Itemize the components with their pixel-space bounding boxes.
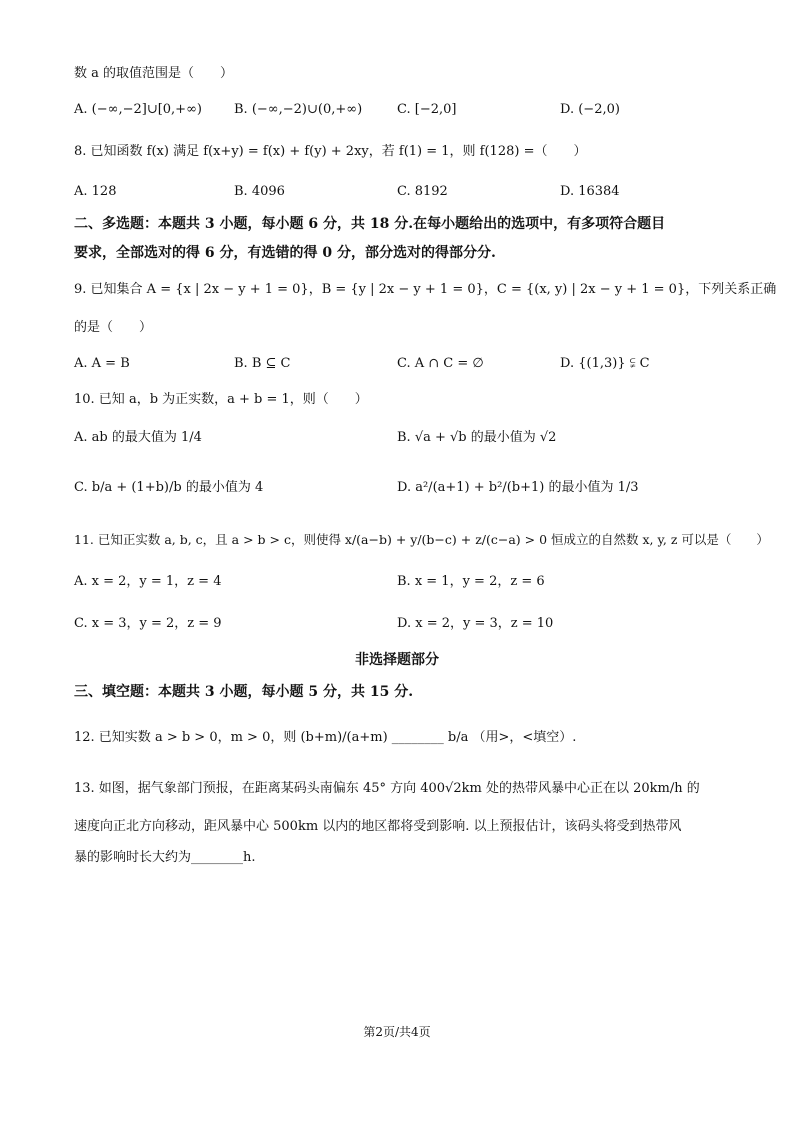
q11-option-d: D. x = 2，y = 3，z = 10 (397, 616, 554, 631)
q10-option-d: D. a²/(a+1) + b²/(b+1) 的最小值为 1/3 (397, 480, 639, 495)
q10-option-b: B. √a + √b 的最小值为 √2 (397, 430, 557, 445)
q11-option-b: B. x = 1，y = 2，z = 6 (397, 574, 545, 589)
q11-option-c: C. x = 3，y = 2，z = 9 (74, 616, 222, 631)
section3-heading: 三、填空题：本题共 3 小题，每小题 5 分，共 15 分. (74, 684, 414, 700)
q12-stem: 12. 已知实数 a > b > 0，m > 0，则 (b+m)/(a+m) ________ b/a （用>，<填空）. (74, 730, 577, 745)
part-title: 非选择题部分 (355, 652, 439, 668)
q8-option-a: A. 128 (74, 184, 117, 199)
q10-option-a: A. ab 的最大值为 1/4 (74, 430, 202, 445)
q7-option-c: C. [−2,0] (397, 102, 457, 117)
section2-heading-line2: 要求，全部选对的得 6 分，有选错的得 0 分，部分选对的得部分分. (74, 245, 496, 261)
q7-option-d: D. (−2,0) (560, 102, 620, 117)
q13-stem-line1: 13. 如图，据气象部门预报，在距离某码头南偏东 45° 方向 400√2km 处的热带风暴中心正在以 20km/h 的 (74, 781, 700, 796)
q7-option-a: A. (−∞,−2]∪[0,+∞) (74, 102, 202, 117)
q7-stem-tail: 数 a 的取值范围是（ ） (74, 66, 234, 81)
q10-stem: 10. 已知 a，b 为正实数，a + b = 1，则（ ） (74, 392, 368, 407)
q9-option-a: A. A = B (74, 356, 130, 371)
q11-stem: 11. 已知正实数 a, b, c，且 a > b > c，则使得 x/(a−b) + y/(b−c) + z/(c−a) > 0 恒成立的自然数 x, y, z 可以是（ ） (74, 532, 769, 547)
q8-option-d: D. 16384 (560, 184, 620, 199)
section2-heading-line1: 二、多选题：本题共 3 小题，每小题 6 分，共 18 分.在每小题给出的选项中，有多项符合题目 (74, 216, 666, 232)
q9-stem-line2: 的是（ ） (74, 320, 153, 335)
q8-option-b: B. 4096 (234, 184, 285, 199)
q8-option-c: C. 8192 (397, 184, 448, 199)
q9-option-b: B. B ⊆ C (234, 356, 291, 371)
q9-option-d: D. {(1,3)} ⫋ C (560, 356, 650, 371)
page-footer: 第2页/共4页 (363, 1025, 431, 1039)
q8-stem: 8. 已知函数 f(x) 满足 f(x+y) = f(x) + f(y) + 2xy，若 f(1) = 1，则 f(128) =（ ） (74, 144, 587, 159)
q13-stem-line3: 暴的影响时长大约为________h. (74, 850, 256, 865)
q10-option-c: C. b/a + (1+b)/b 的最小值为 4 (74, 480, 264, 495)
q9-option-c: C. A ∩ C = ∅ (397, 356, 484, 371)
q7-option-b: B. (−∞,−2)∪(0,+∞) (234, 102, 363, 117)
q9-stem-line1: 9. 已知集合 A = {x | 2x − y + 1 = 0}，B = {y | 2x − y + 1 = 0}，C = {(x, y) | 2x − y + 1 = 0}，下列关系正确 (74, 282, 777, 297)
q11-option-a: A. x = 2，y = 1，z = 4 (74, 574, 222, 589)
q13-stem-line2: 速度向正北方向移动，距风暴中心 500km 以内的地区都将受到影响. 以上预报估计，该码头将受到热带风 (74, 819, 682, 834)
